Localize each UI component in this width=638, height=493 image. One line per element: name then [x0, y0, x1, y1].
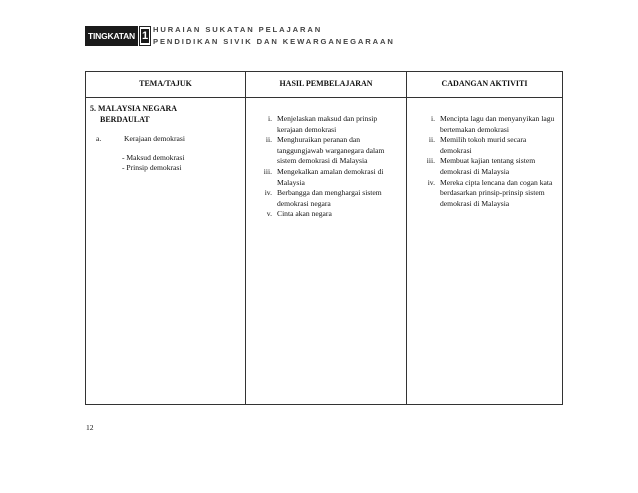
item-text: Mereka cipta lencana dan cogan kata berdasarkan prinsip-prinsip sistem demokrasi di Malaysia	[440, 177, 553, 208]
level-number-box	[139, 26, 151, 46]
list-item	[415, 156, 558, 177]
subtopic	[90, 134, 241, 145]
level-number: 1	[141, 30, 149, 42]
header-activities: CADANGAN AKTIVITI	[407, 72, 563, 98]
outcomes-list	[252, 114, 402, 220]
item-text: Memilih tokoh murid secara demokrasi	[440, 135, 527, 155]
item-text: Menjelaskan maksud dan prinsip kerajaan demokrasi	[277, 114, 378, 134]
item-number: i.	[430, 114, 435, 123]
list-item	[415, 114, 558, 135]
list-item	[252, 209, 402, 220]
item-number: i.	[267, 114, 272, 123]
item-text: Mengekalkan amalan demokrasi di Malaysia	[277, 166, 384, 187]
outcomes-cell	[246, 98, 407, 405]
list-item	[252, 114, 402, 135]
item-number: iv.	[427, 177, 435, 187]
activities-cell	[407, 98, 563, 405]
item-text: Mencipta lagu dan menyanyikan lagu bertemakan demokrasi	[440, 114, 555, 134]
theme-cell	[86, 98, 246, 405]
item-number: iv.	[264, 188, 272, 198]
header-title-line1: HURAIAN SUKATAN PELAJARAN	[153, 25, 323, 34]
table-row	[86, 98, 563, 405]
theme-title: 5. MALAYSIA NEGARA	[90, 104, 178, 113]
item-text: Berbangga dan menghargai sistem demokrasi negara	[277, 188, 382, 208]
item-number: iii.	[426, 156, 435, 166]
header-outcomes: HASIL PEMBELAJARAN	[246, 72, 407, 98]
item-text: Membuat kajian tentang sistem demokrasi di Malaysia	[440, 156, 536, 176]
list-item	[252, 167, 402, 188]
item-number: iii.	[263, 166, 272, 176]
subtopic-title: Kerajaan demokrasi	[124, 134, 185, 143]
item-number: v.	[266, 209, 272, 219]
theme-title-line2: BERDAULAT	[100, 115, 150, 124]
list-item	[415, 135, 558, 156]
page-number: 12	[86, 423, 94, 432]
syllabus-table	[85, 71, 563, 405]
list-item	[252, 188, 402, 209]
item-text: Menghuraikan peranan dan tanggungjawab warganegara dalam sistem demokrasi di Malaysia	[277, 135, 385, 166]
activities-list	[415, 114, 558, 209]
item-number: ii.	[428, 135, 435, 145]
list-item	[252, 135, 402, 167]
item-text: Cinta akan negara	[277, 209, 332, 219]
header-title-line2: PENDIDIKAN SIVIK DAN KEWARGANEGARAAN	[153, 37, 395, 46]
header-theme: TEMA/TAJUK	[86, 72, 246, 98]
item-number: ii.	[265, 135, 272, 145]
list-item: - Maksud demokrasi	[122, 152, 185, 162]
table-header-row	[86, 72, 563, 98]
subtopic-label: a.	[96, 134, 102, 143]
list-item	[415, 178, 558, 210]
level-label: TINGKATAN	[85, 26, 138, 46]
list-item: - Prinsip demokrasi	[122, 163, 182, 173]
